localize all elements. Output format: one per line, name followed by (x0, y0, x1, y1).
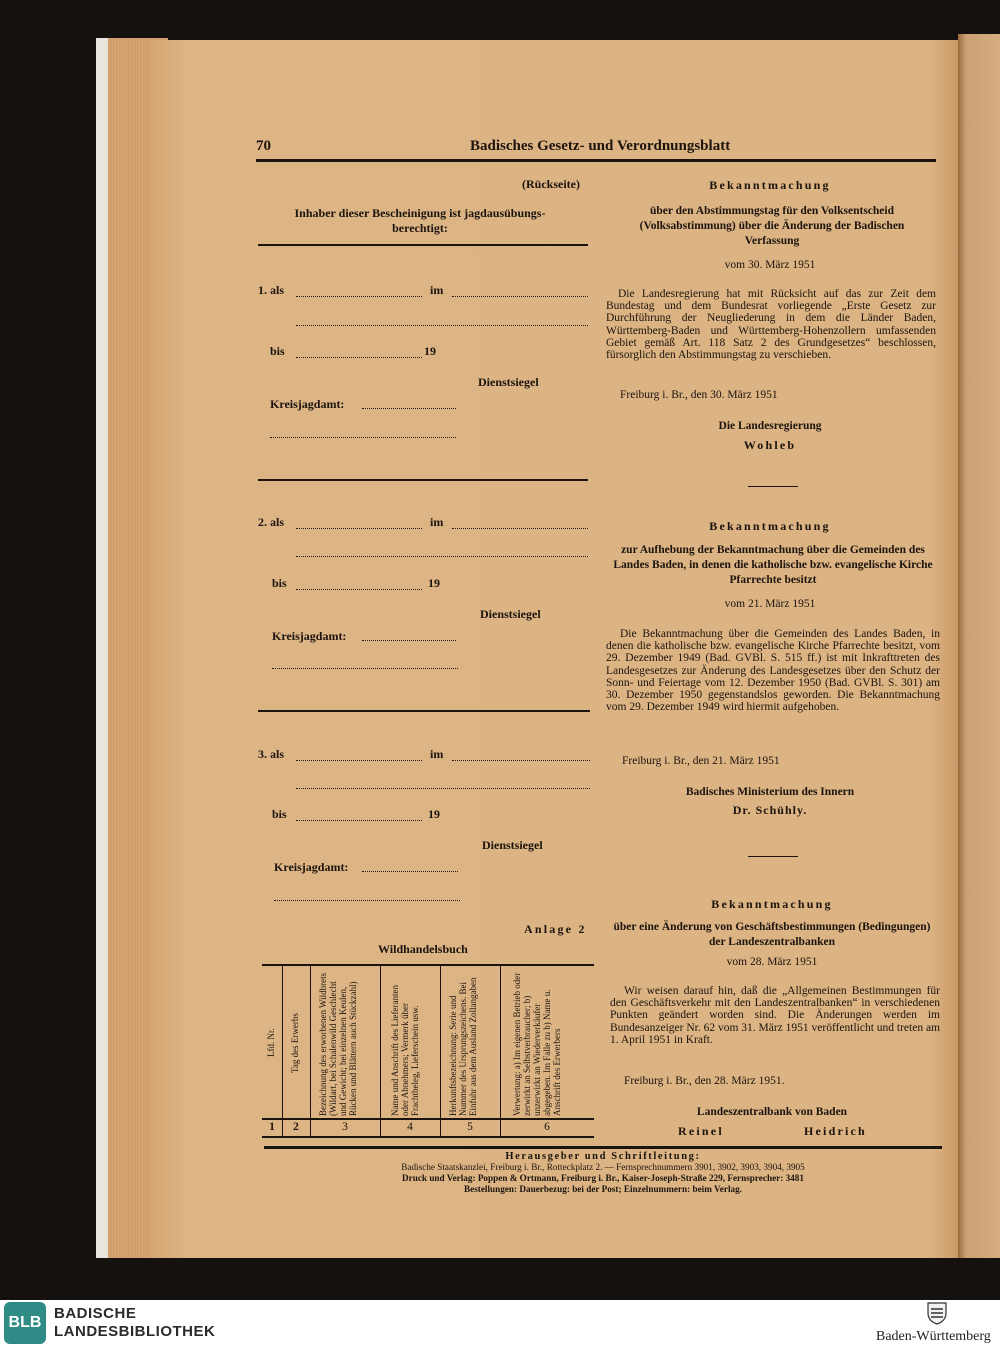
dotted-line (296, 296, 422, 297)
entry-1-siegel: Dienstsiegel (478, 375, 539, 389)
separator (748, 856, 798, 857)
table-header-cell: Name und Anschrift des Lieferanten oder Abnehmers; Vermerk über Frachtbeleg, Lieferschein usw. (390, 985, 420, 1116)
entry-2-kreis: Kreisjagdamt: (272, 629, 347, 643)
table-divider (310, 964, 311, 1138)
table-col-number: 2 (293, 1121, 299, 1133)
table-header-cell: Bezeichnung des erworbenen Wildbrets (Wildart, bei Schalenwild Geschlecht und Gewicht; bei einzelnen Keulen, Rücken und Blättern auch Stückzahl) (318, 972, 358, 1116)
dotted-line (296, 528, 422, 529)
library-name-line2: LANDESBIBLIOTHEK (54, 1323, 216, 1340)
entry-2-siegel: Dienstsiegel (480, 607, 541, 621)
entry-3-als: 3. als (258, 747, 285, 761)
table-rule-bottom (262, 1136, 594, 1138)
dotted-line (272, 668, 458, 669)
b1-subject: über den Abstimmungstag für den Volksentscheid (Volksabstimmung) über die Änderung der Badischen Verfassung (639, 205, 905, 247)
b2-place-date: Freiburg i. Br., den 21. März 1951 (622, 755, 780, 767)
page-title: Badisches Gesetz- und Verordnungsblatt (470, 138, 731, 154)
b2-authority: Badisches Ministerium des Innern (685, 786, 855, 798)
b3-place-date: Freiburg i. Br., den 28. März 1951. (624, 1075, 785, 1087)
dotted-line (296, 760, 422, 761)
entry-3-im: im (430, 747, 444, 761)
header-rule (256, 159, 936, 162)
b3-heading: Bekanntmachung (711, 897, 833, 911)
dotted-line (452, 760, 590, 761)
table-header-cell: Tag des Erwerbs (290, 1013, 300, 1073)
entry-2-bis: bis (272, 576, 287, 590)
dotted-line (452, 528, 588, 529)
page-number: 70 (256, 138, 271, 154)
rueckseite-label: (Rückseite) (522, 177, 580, 191)
b1-date: vom 30. März 1951 (724, 259, 816, 271)
b2-subject: zur Aufhebung der Bekanntmachung über die Gemeinden des Landes Baden, in denen die katholische bzw. evangelische Kirche Pfarrechte besitzt (613, 544, 933, 586)
b2-date: vom 21. März 1951 (724, 598, 816, 610)
b1-place-date: Freiburg i. Br., den 30. März 1951 (620, 389, 778, 401)
b2-heading: Bekanntmachung (709, 519, 831, 533)
dotted-line (296, 325, 588, 326)
table-rule-top (262, 964, 594, 966)
dotted-line (362, 408, 456, 409)
table-col-number: 5 (467, 1121, 473, 1133)
next-page-edge (958, 34, 1000, 1258)
entry-1-year: 19 (424, 344, 436, 358)
b2-body: Die Bekanntmachung über die Gemeinden des Landes Baden, in denen die katholische bzw. evangelische Kirche Pfarrechte besitzt, vom 29. Dezember 1949 (Bad. GVBl. S. 515 ff.) ist mit Inkrafttreten des Landesgesetzes zur Änderung des Landesgesetzes über den Schutz der Sonn- und Feiertage vom 12. Dezember 1950 (Bad. GVBl. S. 301) am 30. Dezember 1950 gegenstandslos geworden. Die Bekanntmachung vom 29. Dezember 1949 wird hiermit aufgehoben. (606, 628, 940, 714)
entry-3-year: 19 (428, 807, 440, 821)
section-rule (258, 710, 590, 712)
table-header-cell: Verwertung: a) Im eigenen Betrieb oder zerwirkt an Selbstverbraucher; b) unzerwirkt an Wiederverkäufer abgegeben. Im Falle zu b) Name u. Anschrift des Erwerbers (512, 972, 562, 1116)
dotted-line (362, 640, 456, 641)
entry-2-im: im (430, 515, 444, 529)
table-divider (282, 964, 283, 1138)
entry-2-als: 2. als (258, 515, 285, 529)
b1-heading: Bekanntmachung (709, 178, 831, 192)
coat-of-arms-icon (926, 1301, 948, 1325)
dotted-line (296, 788, 590, 789)
state-name: Baden-Württemberg (876, 1329, 991, 1344)
dotted-line (274, 900, 460, 901)
book-title: Wildhandelsbuch (378, 942, 468, 956)
table-divider (440, 964, 441, 1138)
entry-3-kreis: Kreisjagdamt: (274, 860, 349, 874)
dotted-line (296, 556, 588, 557)
entry-3-bis: bis (272, 807, 287, 821)
b3-subject: über eine Änderung von Geschäftsbestimmungen (Bedingungen) der Landeszentralbanken (613, 921, 931, 948)
dotted-line (296, 589, 422, 590)
table-col-number: 6 (544, 1121, 550, 1133)
section-rule (258, 244, 588, 246)
wildhandel-table (262, 964, 594, 1138)
dotted-line (270, 437, 456, 438)
intro-text: Inhaber dieser Bescheinigung ist jagdausübungs-berechtigt: (294, 206, 546, 235)
b1-signer: Wohleb (743, 438, 797, 452)
section-rule (258, 479, 588, 481)
b3-authority: Landeszentralbank von Baden (696, 1106, 848, 1118)
library-name-line1: BADISCHE (54, 1305, 137, 1322)
table-divider (500, 964, 501, 1138)
entry-1-bis: bis (270, 344, 285, 358)
table-col-number: 3 (342, 1121, 348, 1133)
dotted-line (296, 820, 422, 821)
b3-date: vom 28. März 1951 (726, 956, 818, 968)
table-col-number: 4 (407, 1121, 413, 1133)
table-header-cell: Lfd. Nr. (266, 1028, 276, 1058)
anlage-label: Anlage 2 (524, 922, 587, 936)
separator (748, 486, 798, 487)
table-header-cell: Herkunftsbezeichnung: Serie und Nummer des Ursprungszeichens. Bei Einfuhr aus dem Ausland Zollangaben (448, 977, 478, 1116)
document-page (150, 40, 958, 1258)
table-col-number: 1 (269, 1121, 275, 1133)
dotted-line (296, 357, 422, 358)
b2-signer: Dr. Schühly. (732, 803, 808, 817)
dotted-line (452, 296, 588, 297)
table-rule-mid (262, 1118, 594, 1120)
dotted-line (362, 871, 458, 872)
b3-body: Wir weisen darauf hin, daß die „Allgemeinen Bestimmungen für den Geschäftsverkehr mit den Landeszentralbanken“ in verschiedenen Punkten geändert worden sind. Die Änderungen werden im Bundesanzeiger Nr. 62 vom 31. März 1951 veröffentlicht und treten am 1. April 1951 in Kraft. (610, 985, 941, 1046)
entry-3-siegel: Dienstsiegel (482, 838, 543, 852)
blb-logo: BLB (4, 1302, 46, 1344)
entry-2-year: 19 (428, 576, 440, 590)
imprint-line2: Badische Staatskanzlei, Freiburg i. Br., Rotteckplatz 2. — Fernsprechnummern 3901, 3902, 3903, 3904, 3905 (401, 1162, 805, 1172)
entry-1-im: im (430, 283, 444, 297)
b3-signer-left: Reinel (678, 1124, 724, 1138)
entry-1-kreis: Kreisjagdamt: (270, 397, 345, 411)
imprint-line1: Herausgeber und Schriftleitung: (505, 1151, 701, 1162)
imprint-line4: Bestellungen: Dauerbezug: bei der Post; Einzelnummern: beim Verlag. (464, 1184, 742, 1194)
b3-signer-right: Heidrich (804, 1124, 867, 1138)
entry-1-als: 1. als (258, 283, 285, 297)
imprint-line3: Druck und Verlag: Poppen & Ortmann, Freiburg i. Br., Kaiser-Joseph-Straße 229, Fernsprecher: 3481 (402, 1173, 804, 1183)
table-divider (380, 964, 381, 1138)
imprint-rule (264, 1146, 942, 1149)
b1-body: Die Landesregierung hat mit Rücksicht auf das zur Zeit dem Bundestag und dem Bundesrat vorliegende „Erste Gesetz zur Durchführung der Neugliederung in dem die Länder Baden, Württemberg-Baden und Württemberg-Hohenzollern umfassenden Gebiet gemäß Art. 118 Satz 2 des Grundgesetzes“ beschlossen, fürsorglich den Abstimmungstag zu verschieben. (606, 288, 936, 362)
b1-authority: Die Landesregierung (718, 420, 822, 432)
